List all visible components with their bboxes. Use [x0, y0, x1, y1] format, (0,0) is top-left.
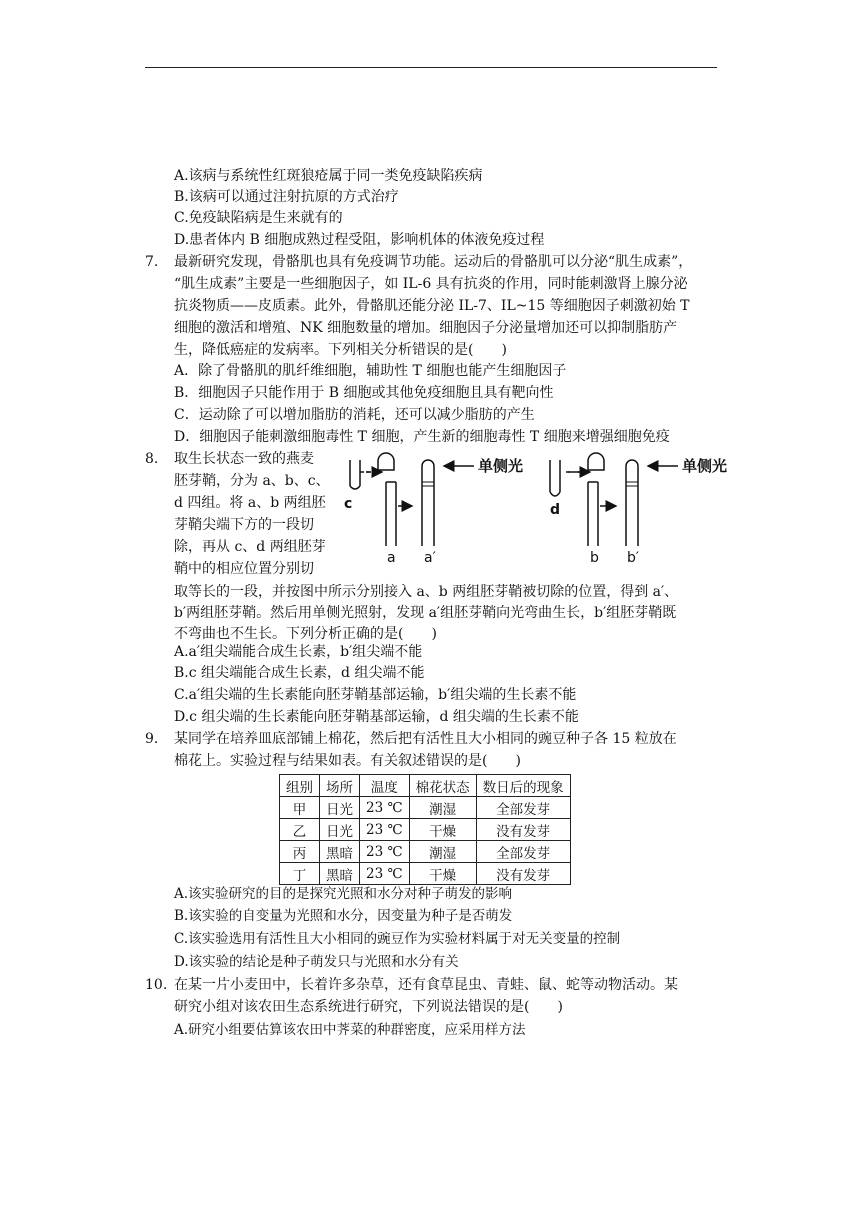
q8-option-d: D.c 组尖端的生长素能向胚芽鞘基部运输，d 组尖端的生长素不能: [174, 709, 579, 725]
q10-number: 10.: [145, 977, 168, 993]
q7-stem-line: “肌生成素”主要是一些细胞因子，如 IL-6 具有抗炎的作用，同时能刺激肾上腺分泌: [174, 276, 688, 292]
q7-number: 7.: [145, 254, 159, 270]
light-label-right: 单侧光: [682, 457, 728, 475]
table-cell: 乙: [280, 819, 320, 841]
label-c: c: [344, 496, 353, 512]
q8-option-a: A.a′组尖端能合成生长素，b′组尖端不能: [174, 644, 423, 660]
q7-stem-line: 抗炎物质——皮质素。此外，骨骼肌还能分泌 IL-7、IL~15 等细胞因子刺激初始 T: [174, 298, 690, 314]
label-b-prime: b′: [627, 550, 640, 566]
q10-stem-line: 研究小组对该农田生态系统进行研究，下列说法错误的是( ): [174, 999, 563, 1015]
q9-stem-line: 棉花上。实验过程与结果如表。有关叙述错误的是( ): [174, 753, 521, 769]
table-cell: 全部发芽: [476, 797, 570, 819]
q8-stem-line: d 四组。将 a、b 两组胚: [174, 495, 326, 511]
table-cell: 潮湿: [409, 797, 476, 819]
label-d: d: [550, 502, 561, 518]
q7-option-a: A．除了骨骼肌的肌纤维细胞，辅助性 T 细胞也能产生细胞因子: [174, 363, 567, 379]
table-cell: 干燥: [409, 863, 476, 885]
label-b: b: [590, 550, 599, 566]
table-cell: 没有发芽: [476, 819, 570, 841]
q9-results-table: [279, 774, 571, 885]
q8-option-b: B.c 组尖端能合成生长素，d 组尖端不能: [174, 665, 425, 681]
q7-option-b: B．细胞因子只能作用于 B 细胞或其他免疫细胞且具有靶向性: [174, 385, 554, 401]
table-header-cell: 温度: [360, 775, 410, 797]
q10-stem-line: 在某一片小麦田中，长着许多杂草，还有食草昆虫、青蛙、鼠、蛇等动物活动。某: [174, 977, 678, 993]
q7-stem-line: 生，降低癌症的发病率。下列相关分析错误的是( ): [174, 342, 507, 358]
q8-stem-line: 鞘中的相应位置分别切: [174, 561, 314, 577]
q9-option-a: A.该实验研究的目的是探究光照和水分对种子萌发的影响: [174, 886, 513, 902]
q6-option-c: C.免疫缺陷病是生来就有的: [174, 210, 343, 226]
table-cell: 日光: [320, 819, 360, 841]
table-cell: 23 ℃: [360, 819, 410, 841]
header-rule: [145, 67, 717, 68]
q8-figure: [340, 452, 728, 568]
table-cell: 黑暗: [320, 841, 360, 863]
q9-option-c: C.该实验选用有活性且大小相同的豌豆作为实验材料属于对无关变量的控制: [174, 931, 621, 947]
table-header-cell: 棉花状态: [409, 775, 476, 797]
q8-number: 8.: [145, 451, 159, 467]
q7-option-d: D．细胞因子能刺激细胞毒性 T 细胞，产生新的细胞毒性 T 细胞来增强细胞免疫: [174, 429, 670, 445]
q8-stem-line: 不弯曲也不生长。下列分析正确的是( ): [174, 626, 437, 642]
q9-option-b: B.该实验的自变量为光照和水分，因变量为种子是否萌发: [174, 908, 513, 924]
q6-option-a: A.该病与系统性红斑狼疮属于同一类免疫缺陷疾病: [174, 168, 483, 184]
coleoptile-b-prime: [626, 460, 638, 546]
table-cell: 丙: [280, 841, 320, 863]
q8-stem-line: 胚芽鞘，分为 a、b、c、: [174, 473, 330, 489]
q7-option-c: C．运动除了可以增加脂肪的消耗，还可以减少脂肪的产生: [174, 407, 535, 423]
table-cell: 23 ℃: [360, 797, 410, 819]
table-header-cell: 场所: [320, 775, 360, 797]
table-cell: 甲: [280, 797, 320, 819]
coleoptile-a-prime: [422, 460, 434, 546]
coleoptile-tip-c: [378, 453, 394, 470]
table-cell: 没有发芽: [476, 863, 570, 885]
q7-stem-line: 最新研究发现，骨骼肌也具有免疫调节功能。运动后的骨骼肌可以分泌“肌生成素”，: [174, 254, 693, 270]
table-cell: 全部发芽: [476, 841, 570, 863]
table-cell: 日光: [320, 797, 360, 819]
light-label-left: 单侧光: [478, 457, 524, 475]
table-header-row: [280, 775, 571, 797]
table-header-cell: 数日后的现象: [476, 775, 570, 797]
q10-option-a: A.研究小组要估算该农田中荠菜的种群密度，应采用样方法: [174, 1022, 526, 1038]
q8-option-c: C.a′组尖端的生长素能向胚芽鞘基部运输，b′组尖端的生长素不能: [174, 687, 577, 703]
coleoptile-tip-d: [588, 453, 604, 470]
table-cell: 丁: [280, 863, 320, 885]
coleoptile-a: [386, 482, 412, 546]
table-row: [280, 863, 571, 885]
segment-c-diagram: [350, 460, 382, 489]
q8-stem-line: 取等长的一段，并按图中所示分别接入 a、b 两组胚芽鞘被切除的位置，得到 a′、: [174, 584, 679, 600]
q8-stem-line: 芽鞘尖端下方的一段切: [174, 517, 314, 533]
table-cell: 潮湿: [409, 841, 476, 863]
q9-number: 9.: [145, 731, 159, 747]
q8-stem-line: 除，再从 c、d 两组胚芽: [174, 539, 326, 555]
table-cell: 23 ℃: [360, 863, 410, 885]
q6-option-b: B.该病可以通过注射抗原的方式治疗: [174, 189, 399, 205]
q9-stem-line: 某同学在培养皿底部铺上棉花，然后把有活性且大小相同的豌豆种子各 15 粒放在: [174, 731, 677, 747]
q9-option-d: D.该实验的结论是种子萌发只与光照和水分有关: [174, 954, 459, 970]
segment-d-diagram: [550, 460, 586, 496]
label-a-prime: a′: [424, 550, 436, 566]
table-row: [280, 797, 571, 819]
table-cell: 黑暗: [320, 863, 360, 885]
table-cell: 23 ℃: [360, 841, 410, 863]
q6-option-d: D.患者体内 B 细胞成熟过程受阻，影响机体的体液免疫过程: [174, 232, 545, 248]
q7-stem-line: 细胞的激活和增殖、NK 细胞数量的增加。细胞因子分泌量增加还可以抑制脂肪产: [174, 320, 678, 336]
table-cell: 干燥: [409, 819, 476, 841]
q8-stem-line: b′两组胚芽鞘。然后用单侧光照射，发现 a′组胚芽鞘向光弯曲生长，b′组胚芽鞘既: [174, 605, 677, 621]
table-row: [280, 841, 571, 863]
table-row: [280, 819, 571, 841]
label-a: a: [387, 550, 396, 566]
table-header-cell: 组别: [280, 775, 320, 797]
coleoptile-b: [588, 482, 616, 546]
q8-stem-line: 取生长状态一致的燕麦: [174, 451, 314, 467]
